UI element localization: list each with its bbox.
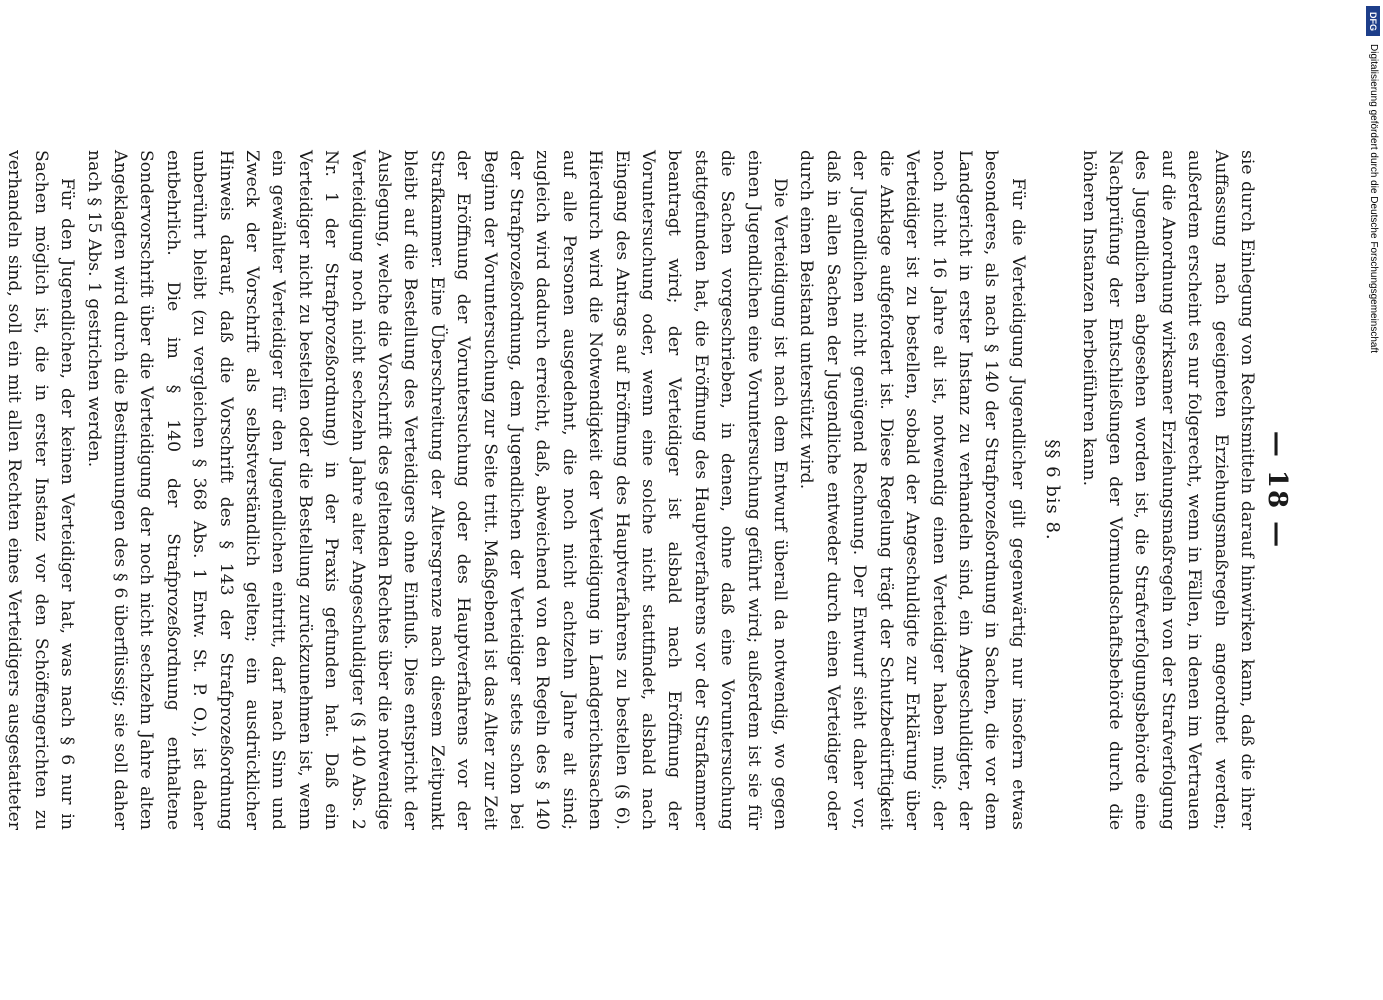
paragraph: Die Verteidigung ist nach dem Entwurf überall da notwendig, wo gegen einen Jugendlichen eine Voruntersuchung geführt wird; außerdem ist sie für die Sachen vorgeschrieben, in denen, ohne daß eine Voruntersuchung stattgefunden hat, die Eröffnung des Hauptverfahrens vor der Strafkammer beantragt wird; der Verteidiger ist alsbald nach Eröffnung der Voruntersuchung oder, wenn eine solche nicht stattfindet, alsbald nach Eingang des Antrags auf Eröffnung des Hauptverfahrens zu bestellen (§ 6). Hierdurch wird die Notwendigkeit der Verteidigung in Landgerichtssachen auf alle Personen ausgedehnt, die noch nicht achtzehn Jahre alt sind; zugleich wird dadurch erreicht, daß, abweichend von den Regeln des § 140 der Strafprozeßordnung, dem Jugendlichen der Verteidiger stets schon bei Beginn der Voruntersuchung zur Seite tritt. Maßgebend ist das Alter zur Zeit der Eröffnung der Voruntersuchung oder des Hauptverfahrens vor der Strafkammer. Eine Überschreitung der Altersgrenze nach diesem Zeitpunkt bleibt auf die Bestellung des Verteidigers ohne Einfluß. Dies entspricht der Auslegung, welche die Vorschrift des geltenden Rechtes über die notwendige Verteidigung noch nicht sechzehn Jahre alter Angeschuldigter (§ 140 Abs. 2 Nr. 1 der Strafprozeßordnung) in der Praxis gefunden hat. Daß ein Verteidiger nicht zu bestellen oder die Bestellung zurückzunehmen ist, wenn ein gewählter Verteidiger für den Jugendlichen eintritt, darf nach Sinn und Zweck der Vorschrift als selbstverständlich gelten; ein ausdrücklicher Hinweis darauf, daß die Vorschrift des § 143 der Strafprozeßordnung unberührt bleibt (zu vergleichen § 368 Abs. 1 Entw. St. P. O.), ist daher entbehrlich. Die im § 140 der Strafprozeßordnung enthaltene Sondervorschrift über die Verteidigung der noch nicht sechzehn Jahre alten Angeklagten wird durch die Bestimmungen des § 6 überflüssig; sie soll daher nach § 15 Abs. 1 gestrichen werden. [83, 150, 791, 830]
digitization-credit: Digitalisierung gefördert durch die Deutsche Forschungsgemeinschaft [1368, 44, 1379, 354]
page-number: — 18 — [1262, 430, 1292, 550]
page-body [0, 150, 1260, 830]
paragraph: Für die Verteidigung Jugendlicher gilt gegenwärtig nur insofern etwas besonderes, als nach § 140 der Strafprozeßordnung in Sachen, die vor dem Landgericht in erster Instanz zu verhandeln sind, ein Angeschuldigter, der noch nicht 16 Jahre alt ist, notwendig einen Verteidiger haben muß; der Verteidiger ist zu bestellen, sobald der Angeschuldigte zur Erklärung über die Anklage aufgefordert ist. Diese Regelung trägt der Schutzbedürftigkeit der Jugendlichen nicht genügend Rechnung. Der Entwurf sieht daher vor, daß in allen Sachen der Jugendliche entweder durch einen Verteidiger oder durch einen Beistand unterstützt wird. [796, 150, 1028, 830]
document-page [4, 150, 1296, 830]
dfg-logo: DFG [1366, 6, 1380, 36]
section-heading: §§ 6 bis 8. [1042, 439, 1064, 541]
paragraph: sie durch Einlegung von Rechtsmitteln darauf hinwirken kann, daß die ihrer Auffassung nach geeigneten Erziehungsmaßregeln angeordnet werden; außerdem erscheint es nur folgerecht, wenn in Fällen, in denen im Vertrauen auf die Anordnung wirksamer Erziehungsmaßregeln von der Strafverfolgung des Jugendlichen abgesehen worden ist, die Strafverfolgungsbehörde eine Nachprüfung der Entschließungen der Vormundschaftsbehörde durch die höheren Instanzen herbeiführen kann. [1078, 150, 1257, 830]
paragraph: Für den Jugendlichen, der keinen Verteidiger hat, was nach § 6 nur in Sachen möglich ist, die in erster Instanz vor den Schöffengerichten zu verhandeln sind, soll ein mit allen Rechten eines Verteidigers ausgestatteter [4, 150, 78, 830]
